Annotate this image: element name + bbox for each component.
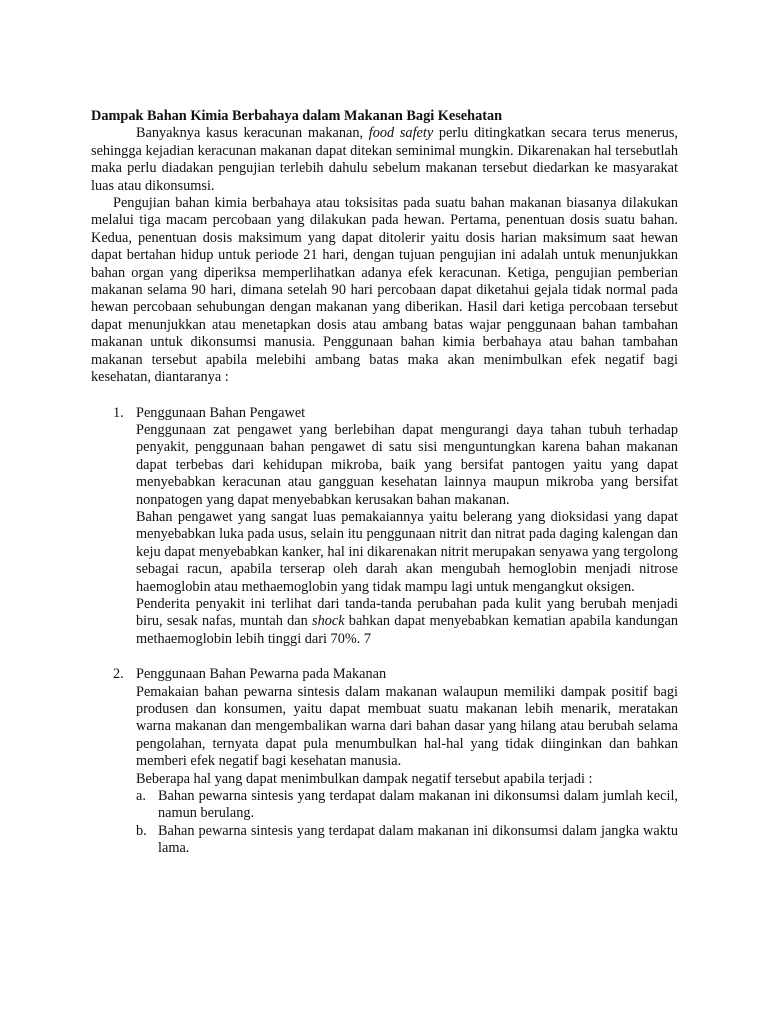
- list-number: 2.: [113, 666, 124, 683]
- list-number: 1.: [113, 404, 124, 421]
- sub-list-item: [136, 788, 678, 823]
- sub-list-text: Bahan pewarna sintesis yang terdapat dalam makanan ini dikonsumsi dalam jangka waktu lama.: [158, 822, 678, 857]
- item-paragraph: Pemakaian bahan pewarna sintesis dalam makanan walaupun memiliki dampak positif bagi produsen dan konsumen, yaitu dapat membuat suatu makanan lebih menarik, meratakan warna makanan dan mengembalikan warna dari bahan dasar yang hilang atau berubah selama pengolahan, ternyata dapat pula menumbulkan hal-hal yang tidak diinginkan dan bahkan memberi efek negatif bagi kesehatan manusia.: [136, 683, 678, 770]
- sub-list: [136, 788, 678, 858]
- sub-list-item: [136, 823, 678, 858]
- intro-p1-before: Banyaknya kasus keracunan makanan,: [136, 125, 369, 142]
- item-p3-after: bahkan dapat menyebabkan kematian apabila kandungan methaemoglobin lebih tinggi dari 70%. 7: [136, 613, 678, 647]
- item-paragraph: Bahan pengawet yang sangat luas pemakaiannya yaitu belerang yang dioksidasi yang dapat menyebabkan luka pada usus, selain itu penggunaan nitrit dan nitrat pada daging kalengan dan keju dapat menyebabkan kanker, hal ini dikarenakan nitrit merupakan senyawa yang tergolong sebagai racun, apabila terserap oleh darah akan mengubah hemoglobin menjadi nitrose haemoglobin atau methaemoglobin yang tidak mampu lagi untuk mengangkut oksigen.: [136, 508, 678, 595]
- main-list: [91, 405, 678, 858]
- list-item-preservatives: [91, 405, 678, 649]
- intro-p1-after: perlu ditingkatkan secara terus menerus, sehingga kejadian keracunan makanan dapat ditekan seminimal mungkin. Dikarenakan hal tersebutlah maka perlu diadakan pengujian terlebih dahulu sebelum makanan tersebut diedarkan ke masyarakat luas atau dikonsumsi.: [91, 125, 678, 194]
- list-item-colorants: [91, 666, 678, 857]
- item-heading: Penggunaan Bahan Pengawet: [136, 404, 306, 421]
- intro-p1-italic: food safety: [368, 125, 434, 142]
- item-p3-italic: shock: [312, 613, 345, 630]
- item-paragraph: Beberapa hal yang dapat menimbulkan dampak negatif tersebut apabila terjadi :: [136, 770, 593, 787]
- section-spacer: [91, 387, 678, 405]
- sub-list-letter: b.: [136, 822, 147, 839]
- document-content: [91, 108, 678, 858]
- document-title: Dampak Bahan Kimia Berbahaya dalam Makanan Bagi Kesehatan: [91, 108, 503, 124]
- sub-list-text: Bahan pewarna sintesis yang terdapat dalam makanan ini dikonsumsi dalam jumlah kecil, namun berulang.: [158, 788, 678, 822]
- item-p3-before: Penderita penyakit ini terlihat dari tanda-tanda perubahan pada kulit yang berubah menjadi biru, sesak nafas, muntah dan: [136, 595, 678, 630]
- item-heading: Penggunaan Bahan Pewarna pada Makanan: [136, 666, 387, 683]
- sub-list-letter: a.: [136, 788, 146, 805]
- item-paragraph: [136, 596, 678, 648]
- intro-paragraph-2: Pengujian bahan kimia berbahaya atau toksisitas pada suatu bahan makanan biasanya dilakukan melalui tiga macam percobaan yang dilakukan pada hewan. Pertama, penentuan dosis suatu bahan. Kedua, penentuan dosis maksimum yang dapat ditolerir yaitu dosis harian maksimum saat hewan dapat bertahan hidup untuk periode 21 hari, dengan tujuan pengujian ini adalah untuk menunjukkan bahan organ yang diperiksa memperlihatkan adanya efek keracunan. Ketiga, pengujian pemberian makanan selama 90 hari, dimana setelah 90 hari percobaan dapat diketahui gejala tidak normal pada hewan percobaan sehubungan dengan makanan yang diberikan. Hasil dari ketiga percobaan tersebut dapat menunjukkan atau menetapkan dosis atau ambang batas wajar penggunaan bahan tambahan makanan untuk dikonsumsi manusia. Penggunaan bahan kimia berbahaya atau bahan tambahan makanan tersebut apabila melebihi ambang batas maka akan menimbulkan efek negatif bagi kesehatan, diantaranya :: [91, 195, 678, 386]
- item-paragraph: Penggunaan zat pengawet yang berlebihan dapat mengurangi daya tahan tubuh terhadap penyakit, penggunaan bahan pengawet di satu sisi menguntungkan karena bahan makanan dapat terbebas dari kehidupan mikroba, baik yang bersifat pantogen yaitu yang dapat menyebabkan keracunan atau gangguan kesehatan lainnya maupun mikroba yang bersifat nonpatogen yang dapat menyebabkan kerusakan bahan makanan.: [136, 421, 678, 508]
- intro-paragraph-1: [91, 125, 678, 195]
